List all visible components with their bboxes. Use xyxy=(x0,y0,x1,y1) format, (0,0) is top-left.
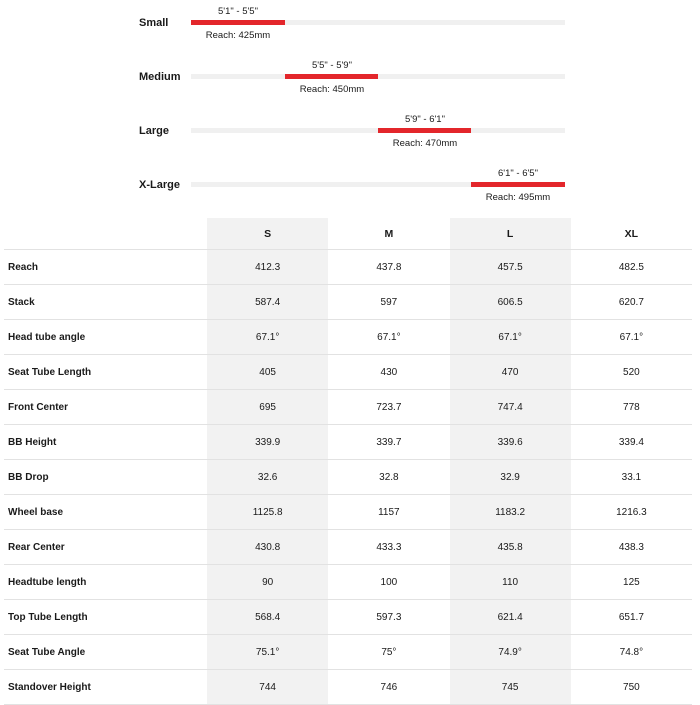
reach-value: Reach: 425mm xyxy=(205,30,271,41)
table-row xyxy=(4,390,692,425)
table-header-row xyxy=(4,218,692,250)
cell-value: 100 xyxy=(328,565,449,600)
cell-value: 1183.2 xyxy=(450,495,571,530)
cell-value: 67.1° xyxy=(207,320,328,355)
row-label: Standover Height xyxy=(4,670,207,705)
row-label: Seat Tube Angle xyxy=(4,635,207,670)
cell-value: 74.9° xyxy=(450,635,571,670)
geometry-table xyxy=(4,218,692,705)
table-row xyxy=(4,495,692,530)
size-row-medium xyxy=(0,54,700,108)
cell-value: 405 xyxy=(207,355,328,390)
size-label: X-Large xyxy=(139,179,180,191)
cell-value: 597.3 xyxy=(328,600,449,635)
cell-value: 339.4 xyxy=(571,425,692,460)
cell-value: 75.1° xyxy=(207,635,328,670)
row-label: Top Tube Length xyxy=(4,600,207,635)
table-row xyxy=(4,425,692,460)
row-label: BB Height xyxy=(4,425,207,460)
cell-value: 339.9 xyxy=(207,425,328,460)
cell-value: 587.4 xyxy=(207,285,328,320)
table-row xyxy=(4,635,692,670)
cell-value: 568.4 xyxy=(207,600,328,635)
cell-value: 470 xyxy=(450,355,571,390)
cell-value: 430 xyxy=(328,355,449,390)
cell-value: 75° xyxy=(328,635,449,670)
cell-value: 520 xyxy=(571,355,692,390)
cell-value: 433.3 xyxy=(328,530,449,565)
header-size-l: L xyxy=(450,218,571,250)
row-label: Front Center xyxy=(4,390,207,425)
cell-value: 339.6 xyxy=(450,425,571,460)
height-range: 5'9" - 6'1" xyxy=(405,114,445,125)
height-range: 5'5" - 5'9" xyxy=(312,60,352,71)
cell-value: 747.4 xyxy=(450,390,571,425)
row-label: Headtube length xyxy=(4,565,207,600)
cell-value: 412.3 xyxy=(207,250,328,285)
size-label: Large xyxy=(139,125,169,137)
size-row-small xyxy=(0,0,700,54)
cell-value: 723.7 xyxy=(328,390,449,425)
height-range-bar xyxy=(378,128,471,133)
row-label: BB Drop xyxy=(4,460,207,495)
header-size-xl: XL xyxy=(571,218,692,250)
header-blank-cell xyxy=(4,218,207,250)
cell-value: 125 xyxy=(571,565,692,600)
cell-value: 1216.3 xyxy=(571,495,692,530)
row-label: Seat Tube Length xyxy=(4,355,207,390)
height-range-bar xyxy=(471,182,565,187)
table-row xyxy=(4,670,692,705)
cell-value: 67.1° xyxy=(571,320,692,355)
row-label: Rear Center xyxy=(4,530,207,565)
table-row xyxy=(4,285,692,320)
cell-value: 435.8 xyxy=(450,530,571,565)
cell-value: 621.4 xyxy=(450,600,571,635)
cell-value: 745 xyxy=(450,670,571,705)
cell-value: 33.1 xyxy=(571,460,692,495)
cell-value: 750 xyxy=(571,670,692,705)
cell-value: 74.8° xyxy=(571,635,692,670)
cell-value: 606.5 xyxy=(450,285,571,320)
table-row xyxy=(4,355,692,390)
cell-value: 597 xyxy=(328,285,449,320)
size-row-xlarge xyxy=(0,162,700,216)
cell-value: 430.8 xyxy=(207,530,328,565)
cell-value: 32.8 xyxy=(328,460,449,495)
cell-value: 67.1° xyxy=(328,320,449,355)
header-size-s: S xyxy=(207,218,328,250)
cell-value: 32.9 xyxy=(450,460,571,495)
cell-value: 651.7 xyxy=(571,600,692,635)
row-label: Stack xyxy=(4,285,207,320)
reach-value: Reach: 495mm xyxy=(485,192,551,203)
cell-value: 110 xyxy=(450,565,571,600)
row-label: Head tube angle xyxy=(4,320,207,355)
cell-value: 67.1° xyxy=(450,320,571,355)
table-row xyxy=(4,530,692,565)
row-label: Reach xyxy=(4,250,207,285)
reach-value: Reach: 450mm xyxy=(299,84,365,95)
cell-value: 457.5 xyxy=(450,250,571,285)
cell-value: 90 xyxy=(207,565,328,600)
height-track xyxy=(191,74,565,79)
size-label: Small xyxy=(139,17,169,29)
size-label: Medium xyxy=(139,71,181,83)
cell-value: 32.6 xyxy=(207,460,328,495)
cell-value: 339.7 xyxy=(328,425,449,460)
cell-value: 695 xyxy=(207,390,328,425)
cell-value: 1125.8 xyxy=(207,495,328,530)
cell-value: 746 xyxy=(328,670,449,705)
reach-value: Reach: 470mm xyxy=(392,138,458,149)
table-row xyxy=(4,460,692,495)
header-size-m: M xyxy=(328,218,449,250)
table-row xyxy=(4,320,692,355)
row-label: Wheel base xyxy=(4,495,207,530)
height-range: 5'1" - 5'5" xyxy=(218,6,258,17)
height-range: 6'1" - 6'5" xyxy=(498,168,538,179)
size-row-large xyxy=(0,108,700,162)
table-row xyxy=(4,565,692,600)
cell-value: 438.3 xyxy=(571,530,692,565)
cell-value: 744 xyxy=(207,670,328,705)
cell-value: 620.7 xyxy=(571,285,692,320)
table-row xyxy=(4,600,692,635)
table-row xyxy=(4,250,692,285)
cell-value: 1157 xyxy=(328,495,449,530)
cell-value: 437.8 xyxy=(328,250,449,285)
height-range-bar xyxy=(285,74,378,79)
cell-value: 482.5 xyxy=(571,250,692,285)
height-range-bar xyxy=(191,20,285,25)
cell-value: 778 xyxy=(571,390,692,425)
